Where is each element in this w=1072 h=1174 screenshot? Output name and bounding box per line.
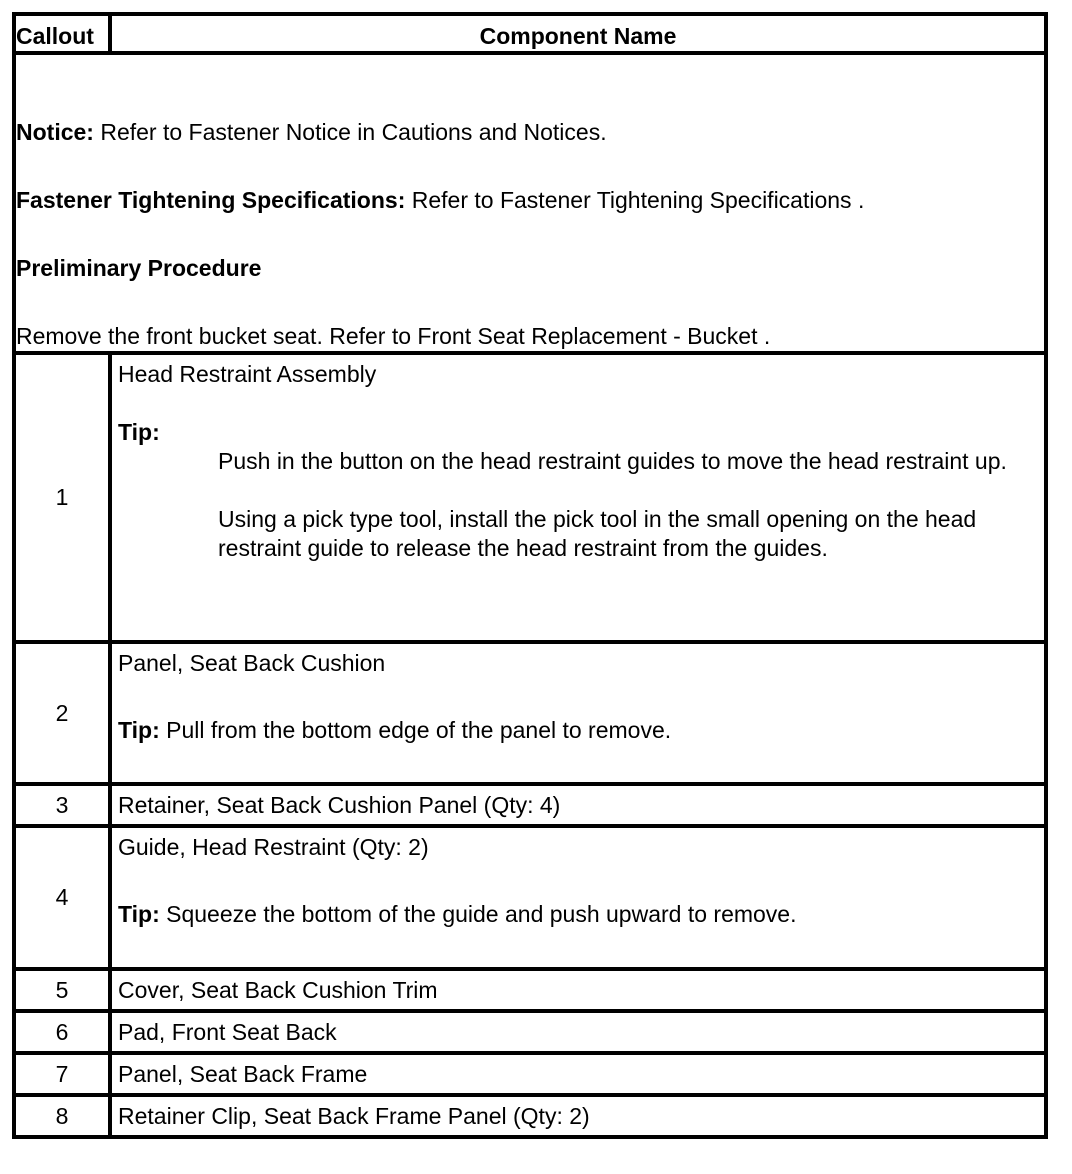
tip-text: Squeeze the bottom of the guide and push upward to remove.: [159, 901, 797, 927]
callout-number: 5: [14, 969, 110, 1011]
table-row: [14, 826, 1046, 969]
table-row: [14, 1011, 1046, 1053]
preliminary-procedure-text: Remove the front bucket seat. Refer to Front Seat Replacement - Bucket .: [16, 323, 771, 349]
notice-text: Refer to Fastener Notice in Cautions and Notices.: [93, 119, 607, 145]
table-row: [14, 642, 1046, 784]
callout-column-header: Callout: [14, 14, 110, 53]
preliminary-procedure-heading: Preliminary Procedure: [16, 255, 262, 281]
table-row: [14, 1095, 1046, 1137]
component-name: Panel, Seat Back Cushion: [118, 650, 386, 676]
component-name: Guide, Head Restraint (Qty: 2): [118, 834, 429, 860]
tip-text: Pull from the bottom edge of the panel to remove.: [159, 717, 672, 743]
component-table-page: [12, 12, 1044, 1139]
tip-paragraph: [118, 716, 1036, 745]
component-name-cell: [110, 353, 1046, 642]
notice-row: [14, 53, 1046, 353]
tip-label: Tip:: [118, 717, 160, 743]
tip-paragraph: [118, 900, 1036, 929]
callout-number: 1: [14, 353, 110, 642]
component-name: Retainer, Seat Back Cushion Panel (Qty: 4): [110, 784, 1046, 826]
notice-label: Notice:: [16, 119, 94, 145]
tip-step: Using a pick type tool, install the pick tool in the small opening on the head restraint guide to release the head restraint from the guides.: [218, 506, 977, 561]
notice-paragraph: [16, 118, 1044, 147]
callout-number: 8: [14, 1095, 110, 1137]
callout-number: 3: [14, 784, 110, 826]
callout-number: 2: [14, 642, 110, 784]
component-name: Panel, Seat Back Frame: [110, 1053, 1046, 1095]
fastener-spec-label: Fastener Tightening Specifications:: [16, 187, 406, 213]
component-name: Pad, Front Seat Back: [110, 1011, 1046, 1053]
tip-label: Tip:: [118, 901, 160, 927]
fastener-spec-paragraph: [16, 186, 1044, 215]
tip-step: Push in the button on the head restraint guides to move the head restraint up.: [218, 448, 1007, 474]
component-table: [12, 12, 1048, 1139]
callout-number: 7: [14, 1053, 110, 1095]
notice-cell: [14, 53, 1046, 353]
table-row: [14, 1053, 1046, 1095]
fastener-spec-text: Refer to Fastener Tightening Specifications .: [405, 187, 865, 213]
table-row: [14, 784, 1046, 826]
component-name-cell: [110, 642, 1046, 784]
table-header-row: [14, 14, 1046, 53]
table-row: [14, 969, 1046, 1011]
table-row: [14, 353, 1046, 642]
component-name-column-header: Component Name: [110, 14, 1046, 53]
component-name-cell: [110, 826, 1046, 969]
tip-steps: [118, 447, 1036, 563]
callout-number: 4: [14, 826, 110, 969]
component-name: Head Restraint Assembly: [118, 361, 377, 387]
tip-label: Tip:: [118, 419, 160, 445]
callout-number: 6: [14, 1011, 110, 1053]
component-name: Retainer Clip, Seat Back Frame Panel (Qty: 2): [110, 1095, 1046, 1137]
component-name: Cover, Seat Back Cushion Trim: [110, 969, 1046, 1011]
